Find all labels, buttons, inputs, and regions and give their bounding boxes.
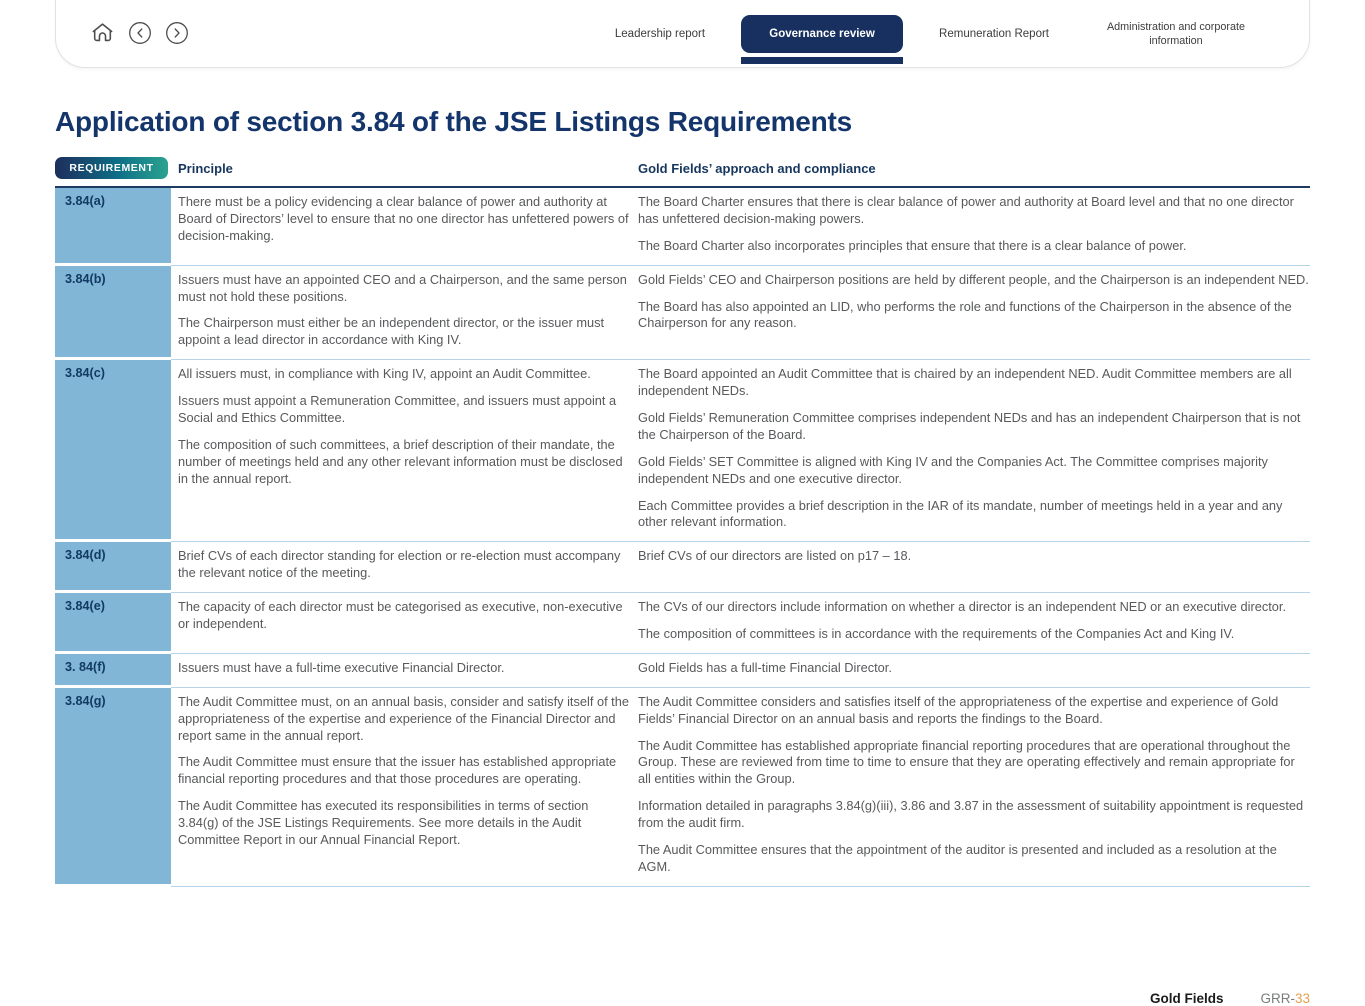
compliance-cell — [638, 599, 1310, 653]
footer-page-reference — [1260, 991, 1310, 1006]
principle-paragraph: The Chairperson must either be an independent director, or the issuer must appoint a lead director in accordance with King IV. — [178, 315, 605, 348]
forward-button[interactable] — [165, 21, 189, 48]
compliance-paragraph: Brief CVs of our directors are listed on p17 – 18. — [638, 548, 912, 564]
requirement-badge: REQUIREMENT — [55, 157, 168, 179]
compliance-paragraph: The CVs of our directors include information on whether a director is an independent NED or an executive director. — [638, 599, 1287, 615]
principle-paragraph: The capacity of each director must be categorised as executive, non-executive or independent. — [178, 599, 623, 632]
principle-cell — [178, 694, 630, 886]
principle-cell — [178, 660, 630, 687]
principle-cell — [178, 366, 630, 541]
home-icon — [90, 20, 115, 48]
requirement-label: 3.84(b) — [55, 266, 171, 361]
compliance-paragraph: The Board appointed an Audit Committee that is chaired by an independent NED. Audit Committee members are all independent NEDs. — [638, 366, 1292, 399]
table-row — [55, 654, 1310, 688]
table-header-row — [55, 157, 1310, 188]
compliance-cell — [638, 694, 1310, 886]
page-footer — [55, 991, 1310, 1006]
principle-paragraph: Brief CVs of each director standing for election or re-election must accompany the relevant notice of the meeting. — [178, 548, 621, 581]
principle-paragraph: All issuers must, in compliance with King IV, appoint an Audit Committee. — [178, 366, 591, 382]
tab-administration-information[interactable]: Administration and corporate information — [1085, 16, 1267, 52]
principle-paragraph: Issuers must have an appointed CEO and a Chairperson, and the same person must not hold these positions. — [178, 271, 627, 304]
compliance-paragraph: Information detailed in paragraphs 3.84(g)(iii), 3.86 and 3.87 in the assessment of suitability appointment is requested from the audit firm. — [638, 798, 1304, 831]
requirement-label: 3.84(a) — [55, 188, 171, 266]
compliance-paragraph: The Board has also appointed an LID, who performs the role and functions of the Chairperson in the absence of the Chairperson for any reason. — [638, 298, 1292, 331]
requirement-label: 3. 84(f) — [55, 654, 171, 688]
compliance-paragraph: Each Committee provides a brief description in the IAR of its mandate, number of meetings held in a year and any other relevant information. — [638, 497, 1283, 530]
compliance-paragraph: The Audit Committee ensures that the appointment of the auditor is presented and included as a resolution at the AGM. — [638, 842, 1277, 874]
page-content — [0, 106, 1365, 887]
principle-paragraph: There must be a policy evidencing a clear balance of power and authority at Board of Directors’ level to ensure that no one director has unfettered powers of decision-making. — [178, 194, 629, 243]
tab-remuneration-report[interactable]: Remuneration Report — [933, 24, 1055, 44]
compliance-paragraph: The Board Charter also incorporates principles that ensure that there is a clear balance of power. — [638, 237, 1187, 253]
top-nav-bar — [55, 0, 1310, 68]
chevron-right-icon — [165, 21, 189, 48]
principle-paragraph: The Audit Committee has executed its responsibilities in terms of section 3.84(g) of the JSE Listings Requirements. See more details in the Audit Committee Report in our Annual Financial Report. — [178, 798, 589, 848]
principle-cell — [178, 548, 630, 592]
compliance-paragraph: The Audit Committee has established appropriate financial reporting procedures that are operational throughout the Group. These are reviewed from time to time to ensure that they are operating effectively and remain appropriate for all entities within the Group. — [638, 737, 1295, 787]
compliance-cell — [638, 272, 1310, 360]
compliance-column-header: Gold Fields’ approach and compliance — [638, 160, 876, 176]
footer-company-name: Gold Fields — [1149, 990, 1224, 1006]
principle-paragraph: The composition of such committees, a brief description of their mandate, the number of meetings held and any other relevant information must be disclosed in the annual report. — [178, 436, 623, 486]
table-row — [55, 188, 1310, 266]
nav-history-controls — [90, 20, 189, 48]
requirement-label: 3.84(e) — [55, 593, 171, 654]
page-title: Application of section 3.84 of the JSE Listings Requirements — [55, 106, 853, 137]
table-row — [55, 266, 1310, 361]
requirement-column-header — [55, 157, 171, 179]
compliance-cell — [638, 660, 1310, 687]
chevron-left-icon — [128, 21, 152, 48]
principle-cell — [178, 194, 630, 265]
footer-page-number: 33 — [1294, 990, 1310, 1006]
compliance-cell — [638, 548, 1310, 592]
principle-paragraph: Issuers must have a full-time executive Financial Director. — [178, 659, 505, 675]
principle-cell — [178, 599, 630, 653]
principle-column-header: Principle — [178, 160, 233, 176]
compliance-paragraph: Gold Fields has a full-time Financial Director. — [638, 659, 892, 675]
compliance-paragraph: Gold Fields’ Remuneration Committee comprises independent NEDs and has an independent Chairperson that is not the Chairperson of the Board. — [638, 410, 1301, 442]
back-button[interactable] — [128, 21, 152, 48]
tab-governance-review-label: Governance review — [769, 28, 875, 40]
footer-page-prefix: GRR- — [1260, 990, 1295, 1006]
principle-paragraph: The Audit Committee must, on an annual basis, consider and satisfy itself of the appropriateness of the expertise and experience of the Financial Director and report same in the annual report. — [178, 693, 629, 743]
report-section-tabs — [609, 15, 1267, 53]
tab-leadership-report[interactable]: Leadership report — [609, 24, 711, 44]
compliance-paragraph: The composition of committees is in accordance with the requirements of the Companies Act and King IV. — [638, 626, 1235, 642]
table-row — [55, 360, 1310, 542]
compliance-paragraph: Gold Fields’ SET Committee is aligned with King IV and the Companies Act. The Committee comprises majority independent NEDs and one executive director. — [638, 453, 1268, 486]
home-button[interactable] — [90, 20, 115, 48]
requirement-label: 3.84(g) — [55, 688, 171, 887]
compliance-cell — [638, 194, 1310, 265]
active-tab-indicator — [741, 57, 903, 64]
table-row — [55, 688, 1310, 887]
compliance-table — [55, 157, 1310, 887]
requirement-label: 3.84(d) — [55, 542, 171, 593]
principle-paragraph: The Audit Committee must ensure that the issuer has established appropriate financial reporting procedures and that those procedures are operating. — [178, 754, 617, 787]
compliance-cell — [638, 366, 1310, 541]
principle-cell — [178, 272, 630, 360]
compliance-paragraph: The Audit Committee considers and satisfies itself of the appropriateness of the expertise and experience of Gold Fields’ Financial Director on an annual basis and reports the findings to the Board. — [638, 693, 1279, 726]
principle-paragraph: Issuers must appoint a Remuneration Committee, and issuers must appoint a Social and Ethics Committee. — [178, 393, 617, 426]
compliance-paragraph: The Board Charter ensures that there is clear balance of power and authority at Board level and that no one director has unfettered decision-making powers. — [638, 194, 1294, 226]
tab-governance-review[interactable] — [741, 15, 903, 53]
compliance-paragraph: Gold Fields’ CEO and Chairperson positions are held by different people, and the Chairperson is an independent NED. — [638, 271, 1309, 287]
table-row — [55, 542, 1310, 593]
table-row — [55, 593, 1310, 654]
requirement-label: 3.84(c) — [55, 360, 171, 542]
